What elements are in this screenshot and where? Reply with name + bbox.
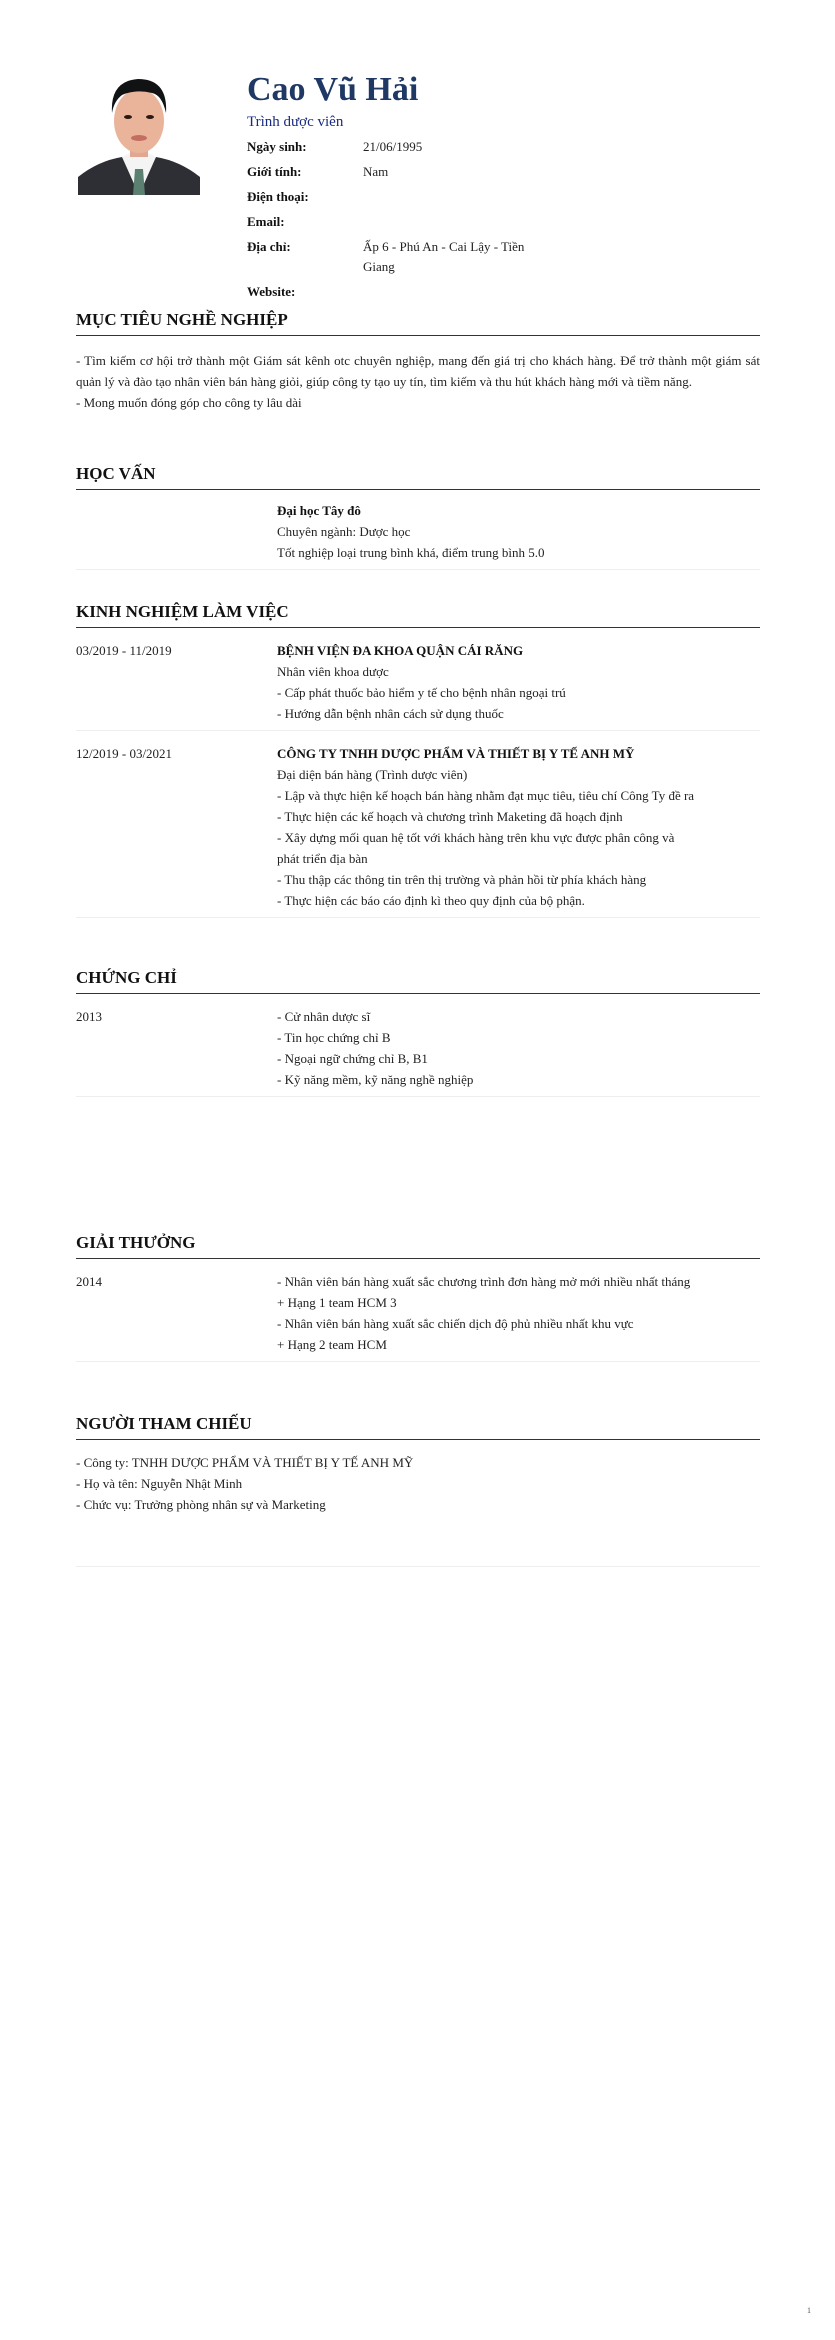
info-value: Ấp 6 - Phú An - Cai Lậy - Tiền Giang [363,239,525,274]
person-portrait-icon [78,73,200,195]
info-row-gender [247,162,707,182]
experience-line: - Xây dựng mối quan hệ tốt với khách hàng trên khu vực được phân công và phát triển địa bàn [277,830,675,866]
candidate-name: Cao Vũ Hải [247,71,419,108]
experience-line: - Cấp phát thuốc bảo hiểm y tế cho bệnh nhân ngoại trú [277,685,566,700]
info-value: 21/06/1995 [363,139,423,154]
reference-line: - Họ và tên: Nguyễn Nhật Minh [76,1476,243,1491]
info-value: Nam [363,164,389,179]
education-line: Tốt nghiệp loại trung bình khá, điểm trung bình 5.0 [277,545,545,560]
cv-page [76,0,760,1512]
section-awards [76,1232,760,1362]
section-objective [76,309,760,413]
experience-line: - Hướng dẫn bệnh nhân cách sử dụng thuốc [277,706,504,721]
education-item [76,490,760,570]
experience-line: Đại diện bán hàng (Trình dược viên) [277,767,468,782]
company-name: CÔNG TY TNHH DƯỢC PHẨM VÀ THIẾT BỊ Y TẾ ANH MỸ [277,746,635,761]
award-line: - Nhân viên bán hàng xuất sắc chương trình đơn hàng mở mới nhiều nhất tháng [277,1274,691,1289]
award-line: - Nhân viên bán hàng xuất sắc chiến dịch độ phủ nhiều nhất khu vực [277,1316,634,1331]
info-value [363,187,553,207]
education-date [76,500,277,563]
experience-date: 12/2019 - 03/2021 [76,746,173,761]
award-line: + Hạng 1 team HCM 3 [277,1295,397,1310]
experience-item [76,731,760,918]
reference-line: - Chức vụ: Trưởng phòng nhân sự và Marketing [76,1497,326,1512]
profile-info [247,70,707,302]
experience-line: - Thực hiện các báo cáo định kì theo quy định của bộ phận. [277,893,585,908]
section-heading: HỌC VẤN [76,463,760,490]
certificate-line: - Kỹ năng mềm, kỹ năng nghề nghiệp [277,1072,474,1087]
certificate-line: - Cử nhân dược sĩ [277,1009,371,1024]
profile-header [76,0,760,305]
experience-item [76,628,760,731]
info-value [363,282,553,302]
company-name: BỆNH VIỆN ĐA KHOA QUẬN CÁI RĂNG [277,643,524,658]
certificate-line: - Ngoại ngữ chứng chỉ B, B1 [277,1051,428,1066]
info-row-website [247,282,707,302]
info-row-birthdate [247,137,707,157]
info-row-phone [247,187,707,207]
experience-line: Nhân viên khoa dược [277,664,389,679]
section-heading: KINH NGHIỆM LÀM VIỆC [76,601,760,628]
certificate-date: 2013 [76,1009,102,1024]
section-heading: MỤC TIÊU NGHỀ NGHIỆP [76,309,760,336]
section-heading: NGƯỜI THAM CHIẾU [76,1413,760,1440]
section-education [76,463,760,570]
info-label: Ngày sinh: [247,139,307,154]
reference-line: - Công ty: TNHH DƯỢC PHẨM VÀ THIẾT BỊ Y TẾ ANH MỸ [76,1455,414,1470]
info-label: Email: [247,214,285,229]
experience-line: - Lập và thực hiện kế hoạch bán hàng nhằm đạt mục tiêu, tiêu chí Công Ty đề ra [277,788,695,803]
education-line: Chuyên ngành: Dược học [277,524,411,539]
award-item [76,1259,760,1362]
experience-line: - Thực hiện các kế hoạch và chương trình Maketing đã hoạch định [277,809,623,824]
section-experience [76,601,760,918]
info-label: Địa chỉ: [247,239,291,254]
certificate-item [76,994,760,1097]
section-heading: GIẢI THƯỞNG [76,1232,760,1259]
info-row-address [247,237,707,277]
objective-line: - Tìm kiếm cơ hội trở thành một Giám sát kênh otc chuyên nghiệp, mang đến giá trị cho khách hàng. Để trở thành một giám sát quản lý và đào tạo nhân viên bán hàng giỏi, giúp công ty tạo uy tín, tìm kiếm và thu hút khách hàng mới và tiềm năng. [76,353,760,389]
experience-date: 03/2019 - 11/2019 [76,643,172,658]
section-certificates [76,967,760,1097]
info-label: Giới tính: [247,164,302,179]
certificate-line: - Tin học chứng chỉ B [277,1030,391,1045]
award-line: + Hạng 2 team HCM [277,1337,387,1352]
info-label: Điện thoại: [247,189,309,204]
profile-photo [78,73,200,195]
candidate-title: Trình dược viên [247,114,344,130]
section-heading: CHỨNG CHỈ [76,967,760,994]
school-name: Đại học Tây đô [277,503,361,518]
page-number: 1 [807,2306,811,2315]
info-row-email [247,212,707,232]
info-label: Website: [247,284,296,299]
objective-line: - Mong muốn đóng góp cho công ty lâu dài [76,395,302,410]
award-date: 2014 [76,1274,102,1289]
experience-line: - Thu thập các thông tin trên thị trường và phản hồi từ phía khách hàng [277,872,647,887]
info-value [363,212,553,232]
section-references [76,1413,760,1567]
